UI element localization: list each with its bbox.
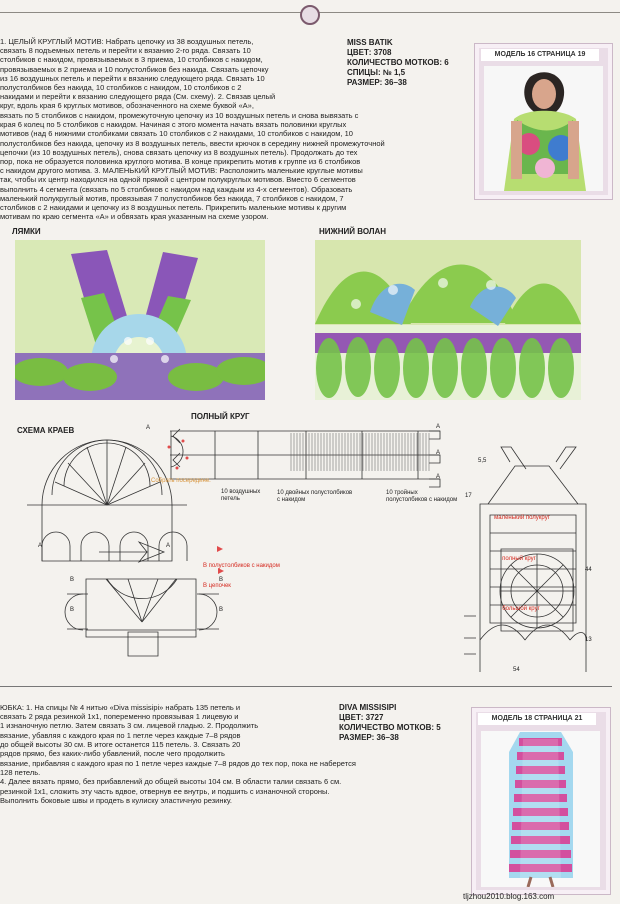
skirt-instructions-continued: вязание, прибавляя с каждого края по 1 петле через каждые 7–8 рядов до тех пор, пока не наберется 128 петель. 4. Далее вязать прямо, без прибавлений до общей высоты 104 см. В области талии связать 6 см. резинкой 1х1, сложить эту часть вдвое, отвернув ее внутрь, и подшить с изнаночной стороны. Выполнить боковые швы и продеть в кулиску эластичную резинку.: [0, 759, 356, 805]
skirt-instructions: ЮБКА: 1. На спицы № 4 нитью «Diva missisipi» набрать 135 петель и связать 2 ряда резинкой 1х1, попеременно провязывая 1 лицевую и 1 изнаночную петлю. Затем связать 3 см. лицевой гладью. 2. Продолжить вязание, убавляя с каждого края по 1 петле через каждые 7–8 рядов до общей высоты 30 см. В итоге останется 115 петель. 3. Связать 20 рядов прямо, без каких-либо убавлений, после чего продолжить: [0, 703, 259, 759]
footer-url: tljzhou2010.blog.163.com: [463, 892, 555, 901]
model-card: [474, 43, 613, 200]
chain-note: В цепочек: [203, 583, 231, 589]
woman-in-dress-photo: [484, 66, 603, 191]
a-label: А: [436, 450, 441, 456]
full-circle-label: полный круг: [502, 556, 536, 562]
edges-diagram-title: СХЕМА КРАЕВ: [17, 426, 75, 435]
a-label: А: [436, 424, 441, 430]
crochet-diagrams: [8, 420, 620, 672]
section-divider: [0, 686, 612, 687]
triple-stitch-legend: 10 тройных полустолбиков с накидом: [386, 490, 458, 503]
model-photo: [484, 66, 603, 191]
motif-instructions-continued: вязать по 5 столбиков с накидом, промежуточную цепочку из 10 воздушных петель и снова вывязать с края 6 колец по 5 столбиков с накидом. Начиная с этого момента начать вязать половинки круглых мотивов (над 6 нижними столбиками связать 10 столбиков с 2 накидами, 10 столбиков с накидом, 10 полустолбиков без накида, цепочку из 8 воздушных петель, ввести крючок в середину нижней промежуточной цепочки (из 10 воздушных петель), снова связать цепочку из 8 воздушных петель). Продолжать до тех пор, пока не образуется половинка круглого мотива. В конце прикрепить мотив к группе из 6 столбиков с накидом другого мотива. 3. МАЛЕНЬКИЙ КРУГЛЫЙ МОТИВ: Расположить маленькие круглые мотивы так, чтобы их центр находился на одной прямой с центром полукруглых мотивов. Вместо 6 сегментов выполнить 4 сегмента (связать по 5 столбиков с накидом над каждым из 4-х сегментов). Образовать маленький полукруглый мотив, провязывая 7 полустолбиков без накида, 7 столбиков с накидом, 7 столбиков с 2 накидами и цепочку из 8 воздушных петель. Прикрепить маленькие мотивы к другим мотивам по краю сегмента «А» и обвязать края указанным на схеме узором.: [0, 111, 385, 222]
double-stitch-legend: 10 двойных полустолбиков с накидом: [277, 490, 353, 503]
ruffle-photo: [315, 240, 581, 400]
crochet-ruffle-photo: [315, 240, 581, 400]
ornament-icon: [300, 5, 320, 25]
dimension-44: 44: [585, 567, 592, 573]
skirt-yarn-specs: DIVA MISSISIPI ЦВЕТ: 3727 КОЛИЧЕСТВО МОТКОВ: 5 РАЗМЕР: 36–38: [339, 703, 441, 742]
ruffle-label: НИЖНИЙ ВОЛАН: [319, 227, 387, 236]
dimension-54: 54: [513, 667, 520, 673]
a-label: А: [166, 543, 171, 549]
dimension-13: 13: [585, 637, 592, 643]
full-circle-title: ПОЛНЫЙ КРУГ: [191, 412, 250, 421]
skirt-model-card-header: МОДЕЛЬ 18 СТРАНИЦА 21: [478, 713, 596, 725]
skirt-model-card: [471, 707, 611, 895]
b-label: В: [219, 577, 224, 583]
b-label: В: [70, 607, 75, 613]
b-label: В: [219, 607, 224, 613]
half-stitch-note: В полустолбиков с накидом: [203, 563, 280, 569]
big-circle-label: большой круг: [502, 606, 540, 612]
dimension-17: 17: [465, 493, 472, 499]
striped-skirt-photo: [481, 731, 600, 887]
yarn-specs: MISS BATIK ЦВЕТ: 3708 КОЛИЧЕСТВО МОТКОВ: 6 СПИЦЫ: № 1,5 РАЗМЕР: 36–38: [347, 38, 449, 87]
crochet-straps-photo: [15, 240, 265, 400]
a-label: А: [436, 474, 441, 480]
dimension-5-5: 5,5: [478, 458, 487, 464]
chain-legend: 10 воздушных петель: [221, 489, 261, 502]
straps-label: ЛЯМКИ: [12, 227, 41, 236]
straps-photo: [15, 240, 265, 400]
a-label: А: [38, 543, 43, 549]
model-card-header: МОДЕЛЬ 16 СТРАНИЦА 19: [481, 49, 599, 61]
collect-middle-note: Собрать посередине.: [151, 478, 211, 484]
skirt-photo: [481, 731, 600, 887]
small-half-label: маленький полукруг: [494, 515, 550, 521]
a-label: А: [146, 425, 151, 431]
motif-instructions: 1. ЦЕЛЫЙ КРУГЛЫЙ МОТИВ: Набрать цепочку из 38 воздушных петель, связать 8 подъемных петель и перейти к вязанию 2-го ряда. Связать 10 столбиков с накидом, провязываемых в 3 приема, 10 столбиков с накидом, провязываемых в 2 приема и 10 полустолбиков без накида. Связать цепочку из 16 воздушных петель и перейти к вязанию следующего ряда. Связать 10 полустолбиков без накида, 10 столбиков с накидом, 10 столбиков с 2 накидами и перейти к вязанию следующего ряда (См. схему). 2. Связав целый круг, вдоль края 6 круглых мотивов, обозначенного на схеме буквой «А»,: [0, 37, 276, 111]
b-label: В: [70, 577, 75, 583]
